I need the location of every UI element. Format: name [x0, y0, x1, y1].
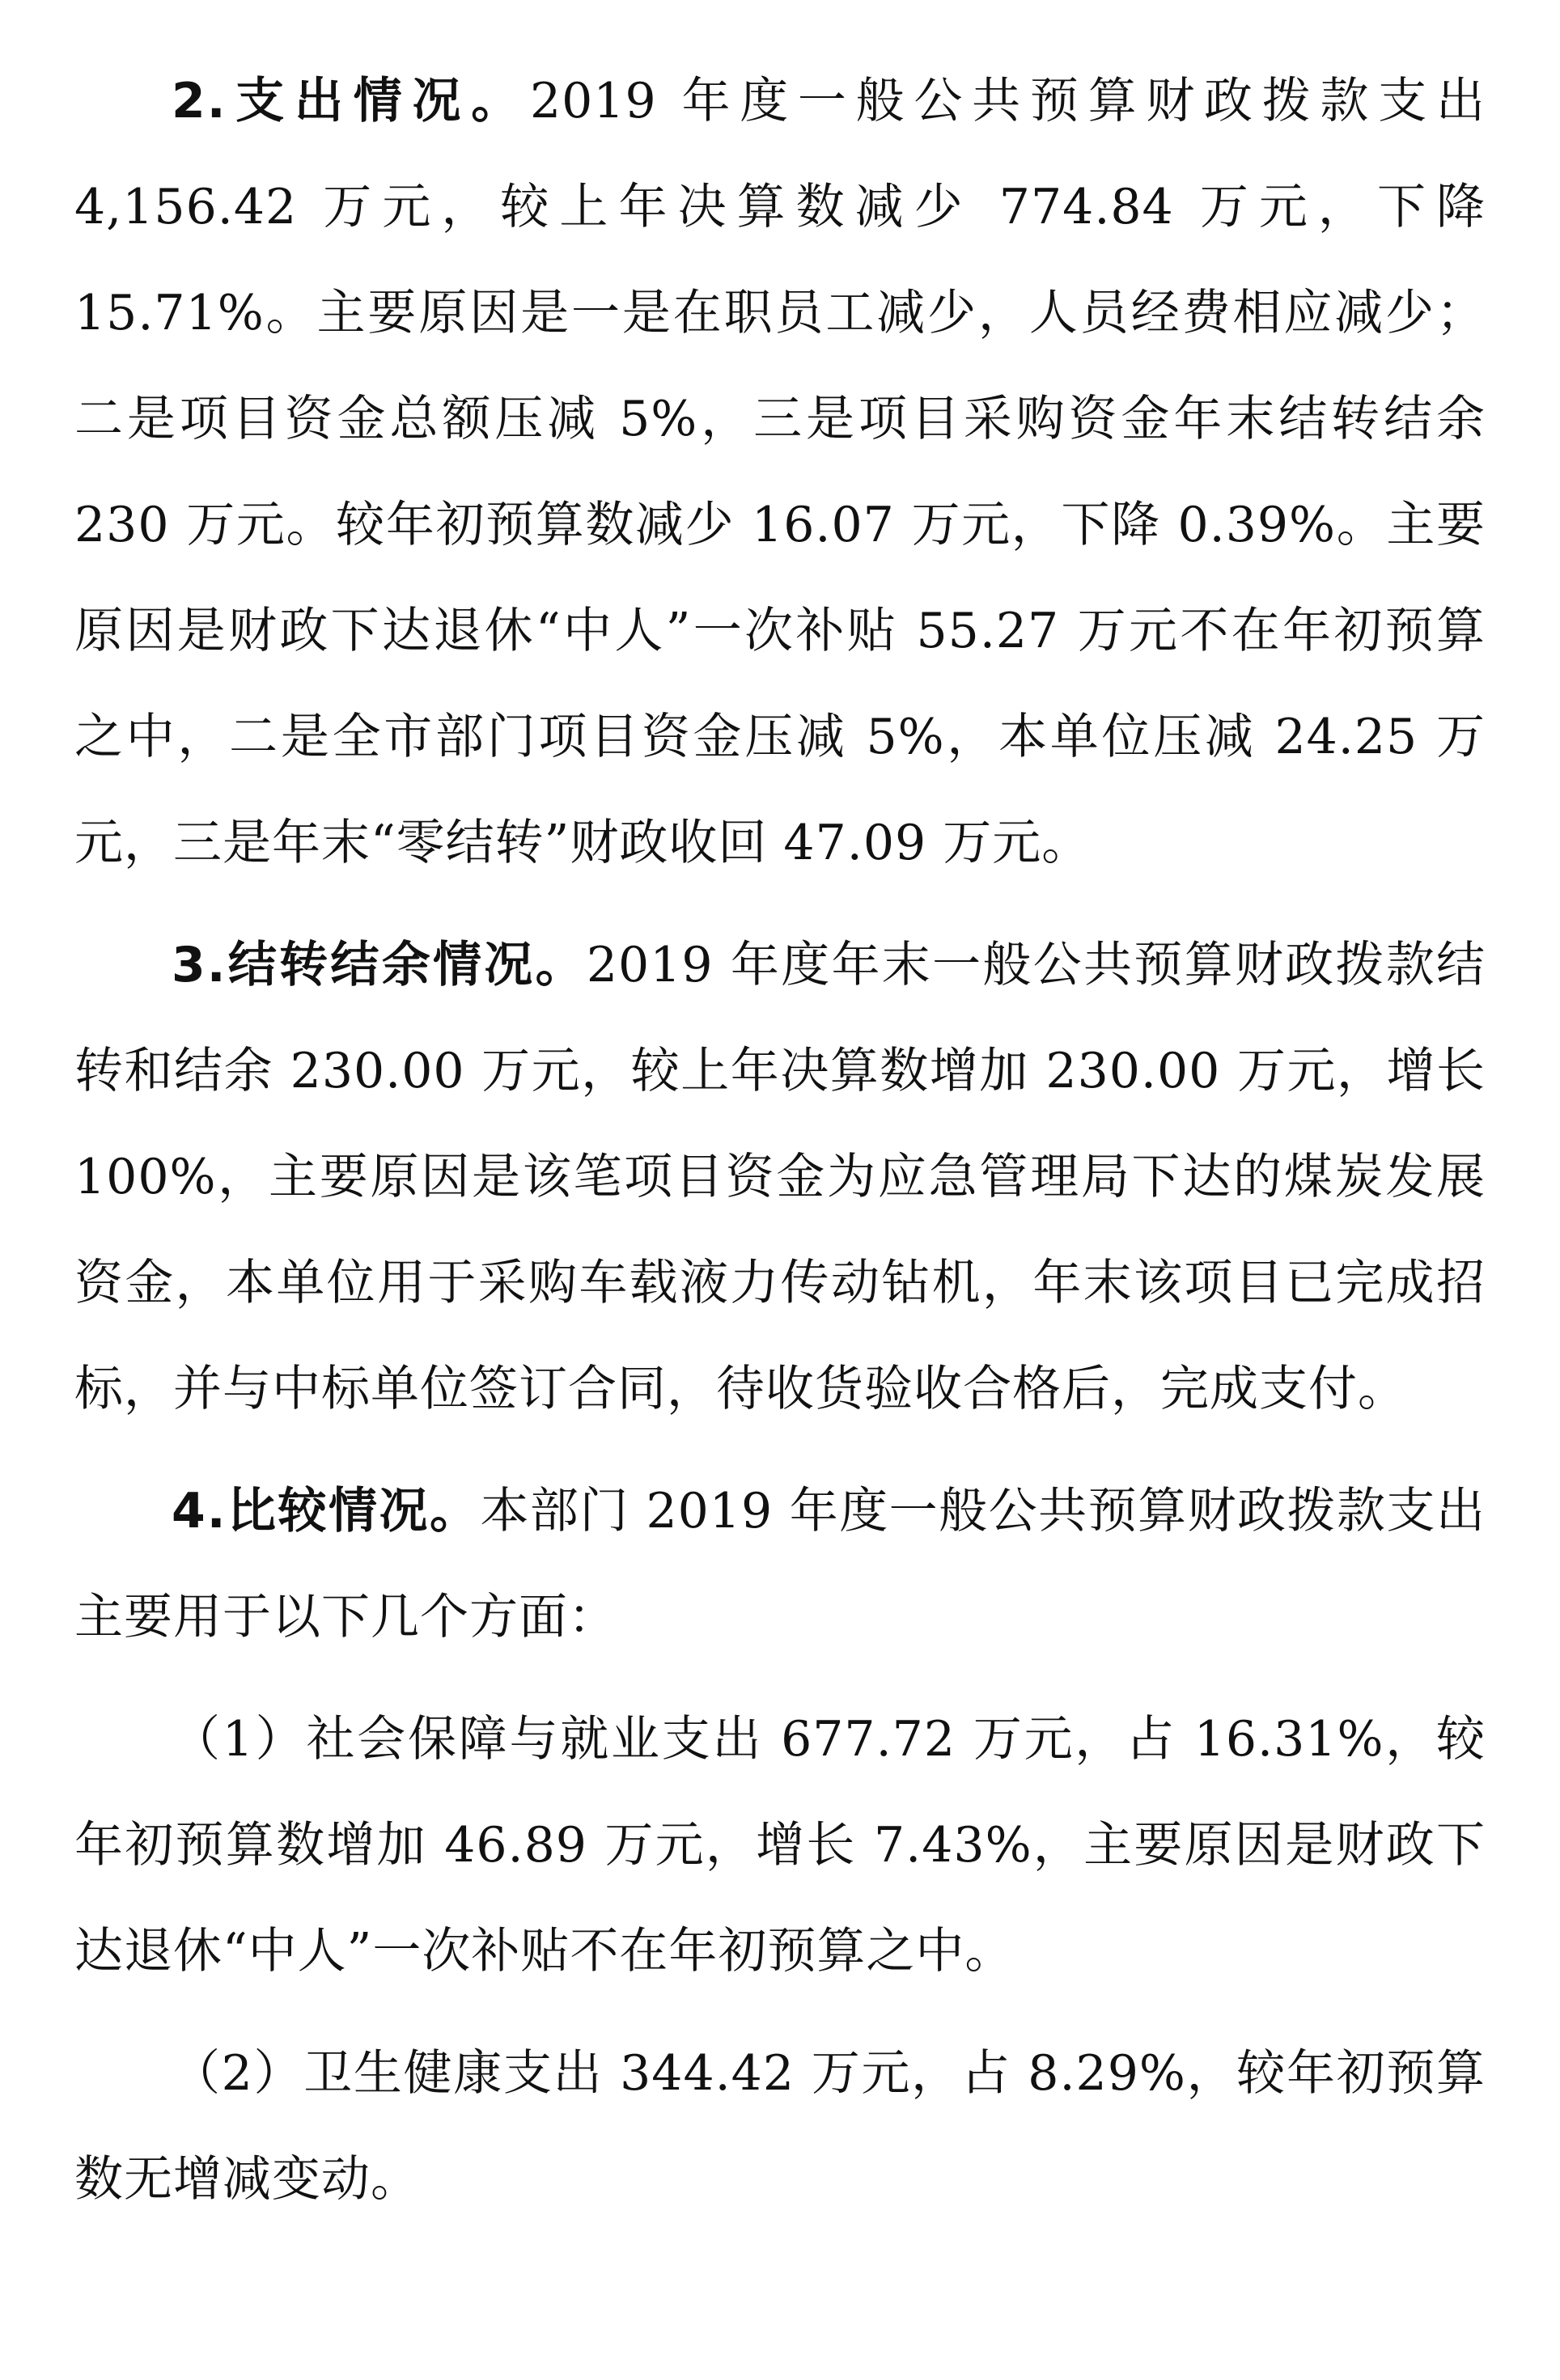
paragraph-text: 2019 年度年末一般公共预算财政拨款结转和结余 230.00 万元，较上年决算数增加 230.00 万元，增长 100%，主要原因是该笔项目资金为应急管理局下达的煤炭发展资金，本单位用于采购车载液力传动钻机，年末该项目已完成招标，并与中标单位签订合同，待收货验收合格后，完成支付。 [74, 937, 1486, 1417]
paragraph-heading: 3.结转结余情况。 [172, 937, 587, 993]
paragraph-text: （1）社会保障与就业支出 677.72 万元，占 16.31%，较年初预算数增加 46.89 万元，增长 7.43%，主要原因是财政下达退休“中人”一次补贴不在年初预算之中。 [74, 1711, 1486, 1980]
paragraph-heading: 4.比较情况。 [172, 1483, 481, 1539]
paragraph-text: 本部门 2019 年度一般公共预算财政拨款支出主要用于以下几个方面： [74, 1483, 1486, 1645]
paragraph-social-security [74, 1687, 1486, 2005]
paragraph-comparison [74, 1459, 1486, 1671]
paragraph-text: （2）卫生健康支出 344.42 万元，占 8.29%，较年初预算数无增减变动。 [74, 2045, 1486, 2208]
paragraph-heading: 2.支出情况。 [172, 73, 530, 129]
paragraph-health [74, 2021, 1486, 2233]
paragraph-expenditure [74, 49, 1486, 896]
paragraph-carryover [74, 913, 1486, 1442]
paragraph-text: 2019 年度一般公共预算财政拨款支出 4,156.42 万元，较上年决算数减少 774.84 万元，下降 15.71%。主要原因是一是在职员工减少，人员经费相应减少；二是项目资金总额压减 5%，三是项目采购资金年末结转结余 230 万元。较年初预算数减少 16.07 万元，下降 0.39%。主要原因是财政下达退休“中人”一次补贴 55.27 万元不在年初预算之中，二是全市部门项目资金压减 5%，本单位压减 24.25 万元，三是年末“零结转”财政收回 47.09 万元。 [74, 73, 1486, 871]
